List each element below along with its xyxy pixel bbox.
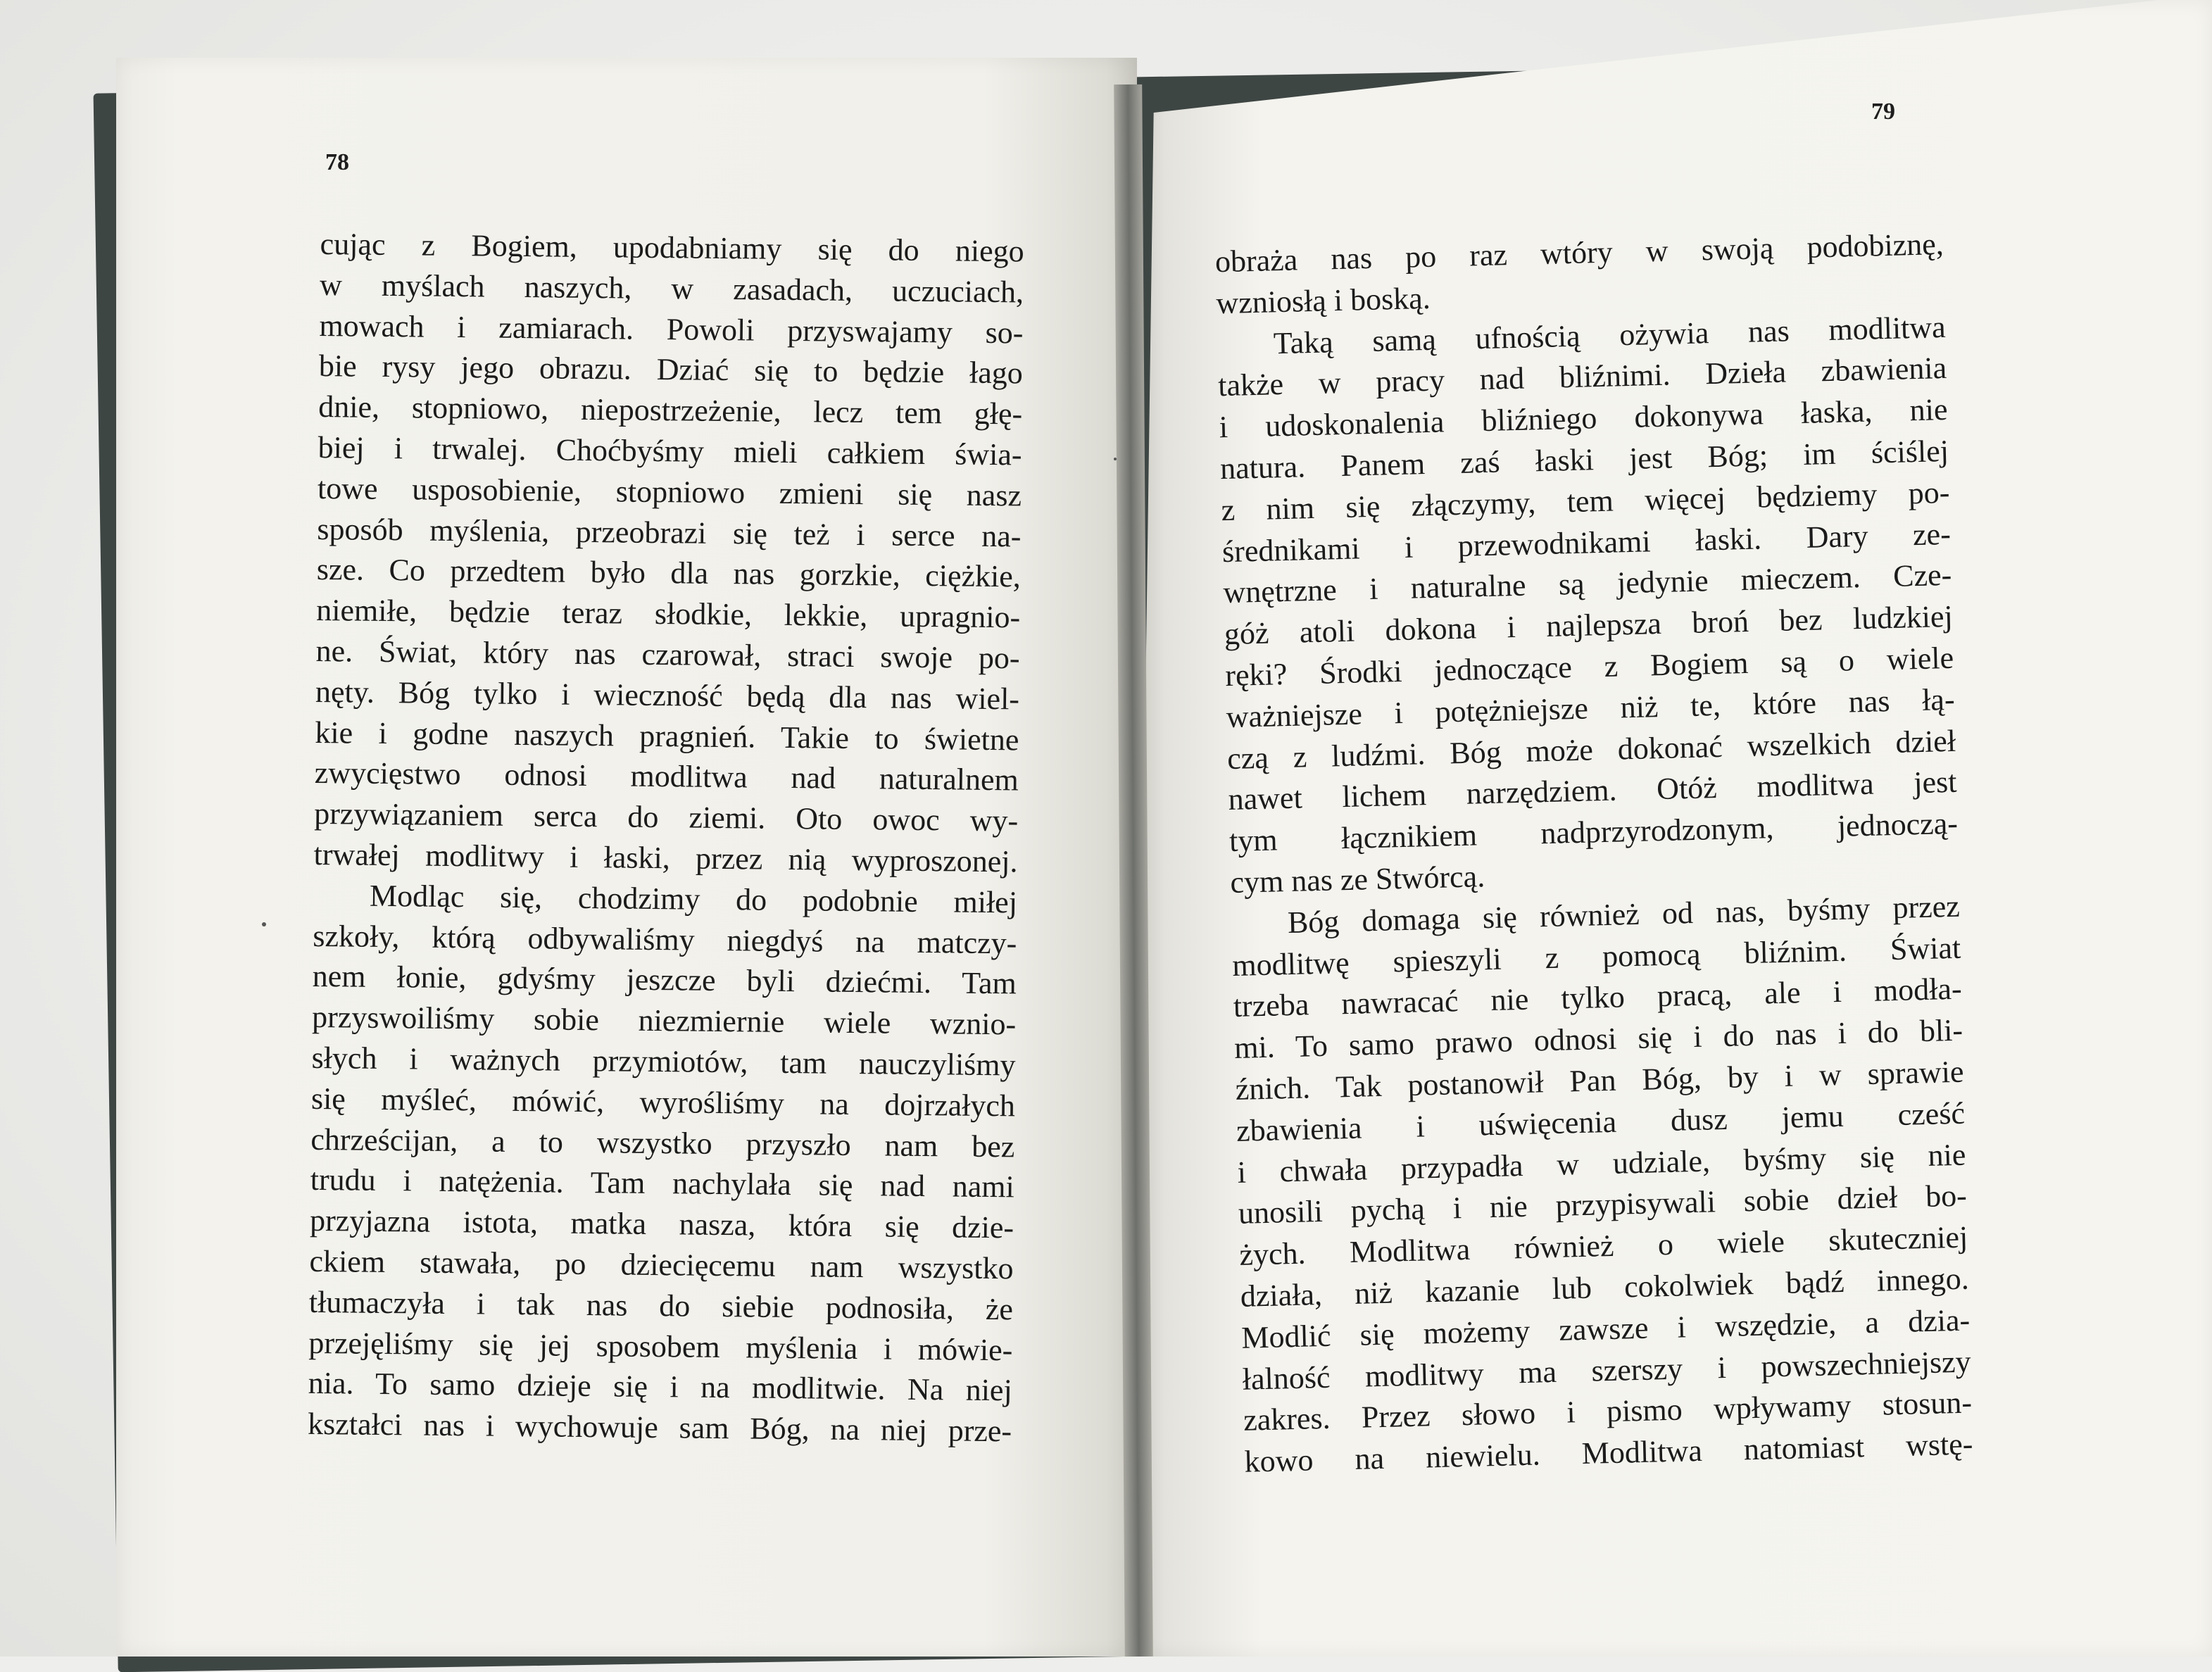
text-line: przyjazna istota, matka nasza, która się dzie-	[309, 1203, 1014, 1245]
paper-speck	[262, 922, 266, 926]
text-line: czą z ludźmi. Bóg może dokonać wszelkich dzieł	[1226, 723, 1956, 776]
paragraph-start-line: Taką samą ufnością ożywia nas modlitwa	[1273, 309, 1947, 360]
text-line: sze. Co przedtem było dla nas gorzkie, ciężkie,	[316, 552, 1022, 594]
text-line: przyswoiliśmy sobie niezmiernie wiele wznio-	[311, 1000, 1017, 1042]
text-line: żych. Modlitwa również o wiele skuteczniej	[1238, 1219, 1968, 1272]
text-line: modlitwę spieszyli z pomocą bliźnim. Świat	[1231, 930, 1961, 983]
left-page-number: 78	[325, 149, 349, 175]
paragraph-start-line: Modląc się, chodzimy do podobnie miłej	[369, 878, 1018, 920]
text-line: nawet lichem narzędziem. Otóż modlitwa jest	[1228, 765, 1957, 817]
text-line: tłumaczyła i tak nas do siebie podnosiła, że	[308, 1284, 1014, 1327]
text-line: mowach i zamiarach. Powoli przyswajamy so-	[319, 308, 1024, 351]
right-page-number: 79	[1871, 99, 1895, 125]
text-line: tym łącznikiem nadprzyrodzonym, jednoczą-	[1228, 805, 1959, 859]
text-line: słych i ważnych przymiotów, tam nauczyliśmy	[311, 1040, 1016, 1083]
text-line: sposób myślenia, przeobrazi się też i serce na-	[317, 511, 1022, 554]
text-line: łalność modlitwy ma szerszy i powszechniejszy	[1242, 1344, 1972, 1397]
text-line: z nim się złączymy, tem więcej będziemy po-	[1221, 474, 1950, 527]
text-line: mi. To samo prawo odnosi się i do nas i do bli-	[1233, 1012, 1963, 1066]
text-line: przejęliśmy się jej sposobem myślenia i mówie-	[308, 1325, 1013, 1367]
paragraph-start-line: Bóg domaga się również od nas, byśmy przez	[1287, 888, 1961, 940]
text-line: nia. To samo dzieje się i na modlitwie. Na niej	[308, 1366, 1012, 1408]
text-line: ckiem stawała, po dziecięcemu nam wszystko	[309, 1243, 1014, 1286]
text-line: kowo na niewielu. Modlitwa natomiast wstę-	[1244, 1426, 1973, 1479]
text-line: nęty. Bóg tylko i wieczność będą dla nas wiel-	[315, 674, 1020, 717]
text-line: wnętrzne i naturalne są jedynie mieczem. Cze-	[1222, 558, 1952, 610]
text-line: zwycięstwo odnosi modlitwa nad naturalnem	[314, 755, 1019, 798]
text-line: chrześcijan, a to wszystko przyszło nam bez	[310, 1121, 1015, 1164]
text-line: ważniejsze i potężniejsze niż te, które nas łą-	[1226, 681, 1956, 734]
text-line: cym nas ze Stwórcą.	[1229, 859, 1485, 900]
text-line: ręki? Środki jednoczące z Bogiem są o wiele	[1224, 640, 1954, 693]
right-page-text	[1214, 224, 1973, 1483]
text-line: dnie, stopniowo, niepostrzeżenie, lecz tem głę-	[318, 389, 1023, 432]
left-page-text	[308, 224, 1024, 1452]
text-line: wzniosłą i boską.	[1215, 280, 1431, 321]
text-line: niemiłe, będzie teraz słodkie, lekkie, upragnio-	[315, 593, 1021, 635]
text-line: i chwała przypadła w udziale, byśmy się nie	[1237, 1137, 1966, 1190]
text-line: cując z Bogiem, upodabniamy się do niego	[320, 226, 1024, 269]
text-line: nem łonie, gdyśmy jeszcze byli dziećmi. Tam	[312, 959, 1017, 1001]
text-line: trzeba nawracać nie tylko pracą, ale i modła-	[1233, 972, 1963, 1024]
text-line: Modlić się możemy zawsze i wszędzie, a dzia-	[1240, 1302, 1971, 1355]
text-line: się myśleć, mówić, wyrośliśmy na dojrzałych	[310, 1081, 1016, 1124]
text-line: szkoły, którą odbywaliśmy niegdyś na matczy-	[313, 918, 1017, 960]
paper-speck	[1114, 458, 1117, 460]
text-line: towe usposobienie, stopniowo zmieni się nasz	[317, 470, 1022, 513]
text-line: działa, niż kazanie lub cokolwiek bądź innego.	[1240, 1261, 1970, 1314]
text-line: w myślach naszych, w zasadach, uczuciach,	[319, 267, 1024, 310]
text-line: zbawienia i uświęcenia dusz jemu cześć	[1236, 1095, 1966, 1148]
text-line: przywiązaniem serca do ziemi. Oto owoc wy-	[313, 796, 1019, 838]
text-line: natura. Panem zaś łaski jest Bóg; im ściślej	[1219, 433, 1949, 486]
text-line: i udoskonalenia bliźniego dokonywa łaska, nie	[1219, 392, 1949, 445]
text-line: trudu i natężenia. Tam nachylała się nad nami	[310, 1162, 1014, 1205]
text-line: kie i godne naszych pragnień. Takie to świetne	[315, 715, 1019, 757]
text-line: trwałej modlitwy i łaski, przez nią wyproszonej.	[313, 836, 1018, 879]
text-line: źnich. Tak postanowił Pan Bóg, by i w sprawie	[1235, 1054, 1965, 1107]
text-line: biej i trwalej. Choćbyśmy mieli całkiem świa-	[318, 429, 1022, 472]
text-line: także w pracy nad bliźnimi. Dzieła zbawienia	[1217, 351, 1947, 403]
text-line: kształci nas i wychowuje sam Bóg, na niej prze-	[307, 1407, 1012, 1449]
text-line: obraża nas po raz wtóry w swoją podobiznę,	[1214, 226, 1944, 279]
text-line: ne. Świat, który nas czarował, straci swoje po-	[315, 633, 1020, 676]
text-line: bie rysy jego obrazu. Dziać się to będzie łago	[318, 348, 1024, 391]
text-line: unosili pychą i nie przypisywali sobie dzieł bo-	[1238, 1178, 1968, 1231]
text-line: zakres. Przez słowo i pismo wpływamy stosun-	[1243, 1385, 1973, 1438]
text-line: średnikami i przewodnikami łaski. Dary ze-	[1221, 516, 1952, 569]
text-line: góż atoli dokona i najlepsza broń bez ludzkiej	[1224, 599, 1954, 652]
